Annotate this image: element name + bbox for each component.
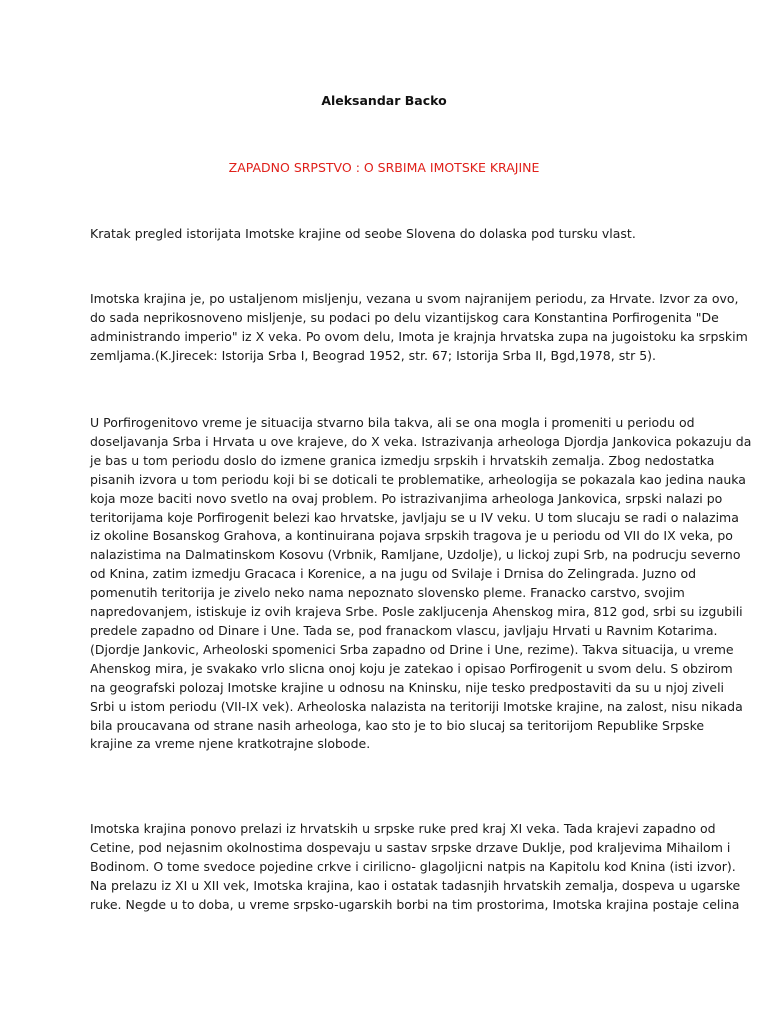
paragraph-line: napredovanjem, istiskuje iz ovih krajeva Srbe. Posle zakljucenja Ahenskog mira, 812 god, srbi su izgubili [90, 604, 743, 620]
paragraph-line: (Djordje Jankovic, Arheoloski spomenici Srba zapadno od Drine i Une, rezime). Takva situacija, u vreme [90, 641, 734, 657]
paragraph-line: je bas u tom periodu doslo do izmene granica izmedju srpskih i hrvatskih zemalja. Zbog nedostatka [90, 452, 715, 468]
paragraph-line: bila proucavana od strane nasih arheologa, kao sto je to bio slucaj sa teritorijom Republike Srpske [90, 717, 705, 733]
document-title: ZAPADNO SRPSTVO : O SRBIMA IMOTSKE KRAJINE [228, 160, 540, 175]
paragraph-line: Ahenskog mira, je svakako vrlo slicna onoj koju je zatekao i opisao Porfirogenit u svom delu. S obzirom [90, 660, 733, 676]
paragraph-line: Cetine, pod nejasnim okolnostima dospevaju u sastav srpske drzave Duklje, pod kraljevima Mihailom i [90, 839, 731, 855]
paragraph-line: ruke. Negde u to doba, u vreme srpsko-ugarskih borbi na tim prostorima, Imotska krajina postaje celina [90, 896, 740, 912]
paragraph-line: Imotska krajina ponovo prelazi iz hrvatskih u srpske ruke pred kraj XI veka. Tada krajevi zapadno od [90, 821, 716, 836]
paragraph-line: Imotska krajina je, po ustaljenom misljenju, vezana u svom najranijem periodu, za Hrvate. Izvor za ovo, [90, 291, 739, 306]
paragraph-line: Bodinom. O tome svedoce pojedine crkve i cirilicno- glagoljicni natpis na Kapitolu kod Knina (isti izvor). [90, 858, 736, 874]
paragraph-line: iz okoline Bosanskog Grahova, a kontinuirana pojava srpskih tragova je u periodu od VII do IX veka, po [90, 528, 733, 544]
paragraph-line: teritorijama koje Porfirogenit belezi kao hrvatske, javljaju se u IV veku. U tom slucaju se radi o nalazima [90, 509, 739, 525]
paragraph-line: do sada neprikosnoveno misljenje, su podaci po delu vizantijskog cara Konstantina Porfirogenita "De [90, 309, 719, 325]
paragraph-line: doseljavanja Srba i Hrvata u ove krajeve, do X veka. Istrazivanja arheologa Djordja Jankovica pokazuju da [90, 433, 752, 449]
paragraph-line: krajine za vreme njene kratkotrajne slobode. [90, 736, 371, 752]
paragraph-line: nalazistima na Dalmatinskom Kosovu (Vrbnik, Ramljane, Uzdolje), u lickoj zupi Srb, na podrucju severno [90, 547, 741, 563]
paragraph-line: U Porfirogenitovo vreme je situacija stvarno bila takva, ali se ona mogla i promeniti u periodu od [90, 415, 695, 430]
paragraph-line: predele zapadno od Dinare i Une. Tada se, pod franackom vlascu, javljaju Hrvati u Ravnim Kotarima. [90, 622, 718, 638]
body-paragraph [90, 290, 748, 366]
paragraph-line: Srbi u istom periodu (VII-IX vek). Arheoloska nalazista na teritoriji Imotske krajine, na zalost, nisu nikada [90, 698, 743, 714]
paragraph-line: administrando imperio" iz X veka. Po ovom delu, Imota je krajnja hrvatska zupa na jugoistoku ka srpskim [90, 328, 748, 344]
paragraph-line: od Knina, zatim izmedju Gracaca i Korenice, a na jugu od Svilaje i Drnisa do Zelingrada. Juzno od [90, 566, 697, 582]
paragraph-line: koja moze baciti novo svetlo na ovaj problem. Po istrazivanjima arheologa Jankovica, srpski nalazi po [90, 490, 723, 506]
body-paragraph [90, 820, 741, 915]
paragraph-line: Na prelazu iz XI u XII vek, Imotska krajina, kao i ostatak tadasnjih hrvatskih zemalja, dospeva u ugarske [90, 877, 741, 893]
author-name: Aleksandar Backo [321, 93, 447, 108]
body-paragraph [90, 414, 752, 754]
paragraph-line: pisanih izvora u tom periodu koji bi se doticali te problematike, arheologija se pokazala kao jedina nauka [90, 471, 746, 487]
paragraph-line: pomenutih teritorija je zivelo neko nama nepoznato slovensko pleme. Franacko carstvo, svojim [90, 585, 685, 601]
paragraph-line: zemljama.(K.Jirecek: Istorija Srba I, Beograd 1952, str. 67; Istorija Srba II, Bgd,1978, str 5). [90, 347, 657, 363]
paragraph-line: na geografski polozaj Imotske krajine u odnosu na Kninsku, nije tesko predpostaviti da su u njoj ziveli [90, 679, 725, 695]
intro-paragraph: Kratak pregled istorijata Imotske krajine od seobe Slovena do dolaska pod tursku vlast. [90, 226, 636, 241]
